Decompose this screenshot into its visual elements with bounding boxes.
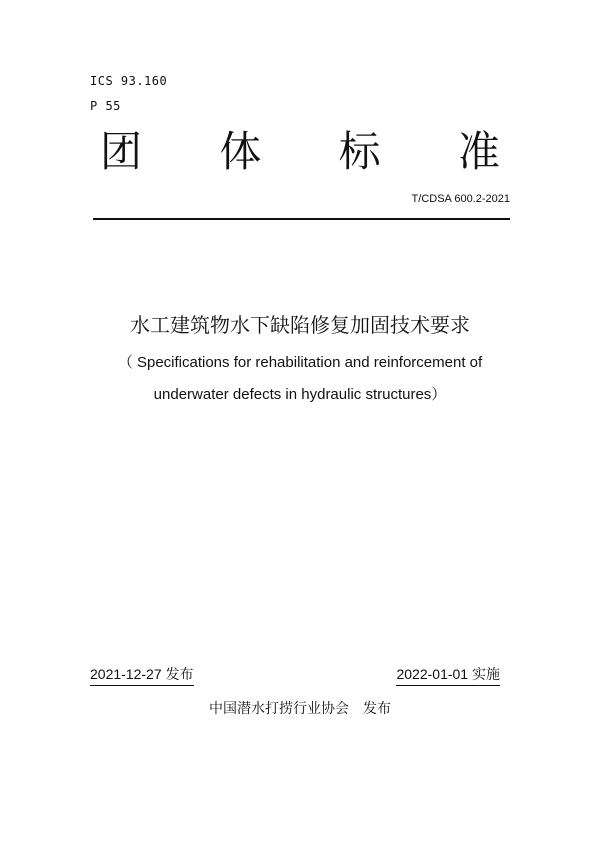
standard-type-heading (100, 122, 500, 182)
standard-number: T/CDSA 600.2-2021 (411, 193, 510, 205)
title-english-line-2: underwater defects in hydraulic structures） (153, 386, 447, 403)
ics-code: ICS 93.160 (90, 74, 168, 88)
standard-type-char: 准 (457, 127, 500, 176)
standard-type-char: 体 (219, 127, 262, 176)
header-divider (93, 218, 510, 220)
publisher: 中国潜水打捞行业协会 发布 (209, 701, 391, 717)
title-english-line-1: （ Specifications for rehabilitation and reinforcement of (117, 354, 483, 371)
implementation-date: 2022-01-01 实施 (396, 664, 500, 686)
standard-type-char: 标 (338, 127, 381, 176)
title-chinese: 水工建筑物水下缺陷修复加固技术要求 (130, 313, 470, 337)
issue-date: 2021-12-27 发布 (90, 664, 194, 686)
standard-type-char: 团 (100, 127, 143, 176)
ccs-code: P 55 (90, 99, 121, 113)
